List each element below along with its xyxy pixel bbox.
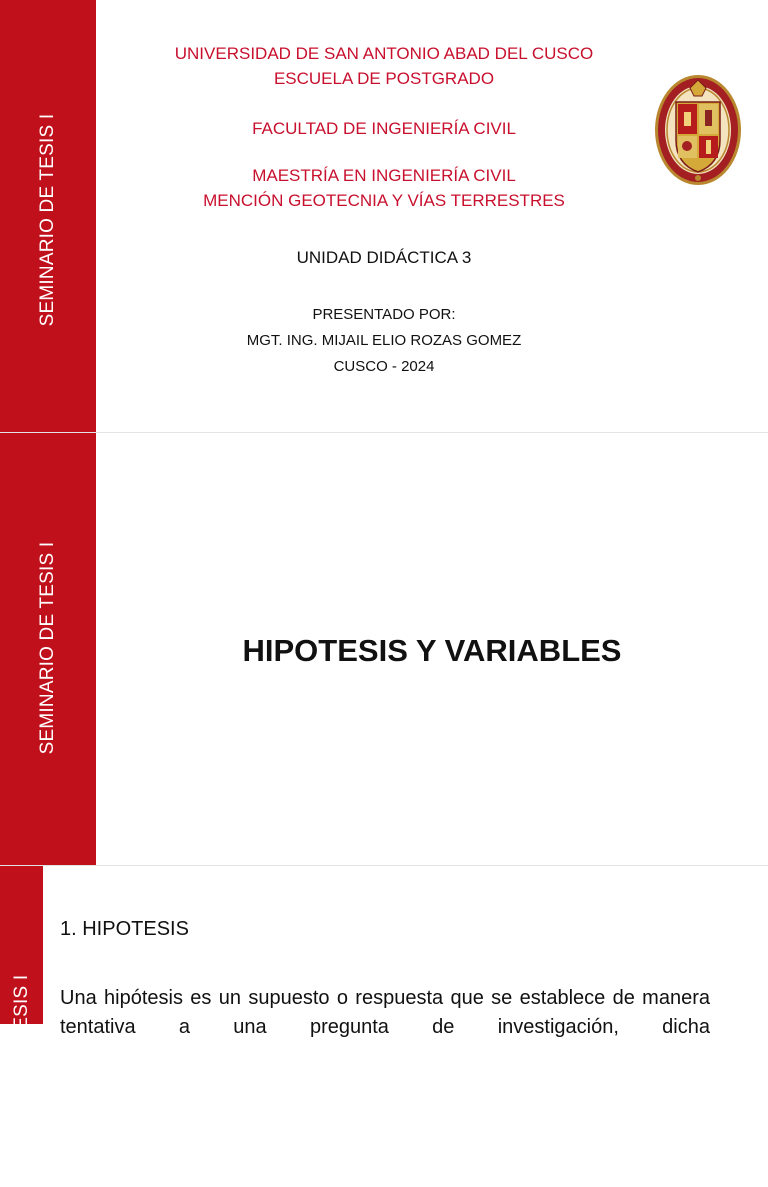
presented-by-label: PRESENTADO POR: bbox=[312, 306, 456, 323]
sidebar-label: SEMINARIO DE TESIS I bbox=[37, 541, 58, 755]
school-name: ESCUELA DE POSTGRADO bbox=[273, 69, 495, 88]
slide-cover bbox=[0, 0, 768, 432]
unit-label: UNIDAD DIDÁCTICA 3 bbox=[296, 248, 472, 267]
sidebar-band bbox=[0, 866, 43, 1187]
sidebar-label: SEMINARIO DE TESIS I bbox=[37, 113, 58, 327]
sidebar-label: SEMINARIO DE TESIS I bbox=[11, 974, 32, 1187]
body-paragraph: Una hipótesis es un supuesto o respuesta que se establece de manera tentativa a una pregunta de investigación, dicha bbox=[60, 987, 710, 1038]
place-year: CUSCO - 2024 bbox=[333, 358, 435, 375]
university-seal-icon bbox=[654, 74, 742, 186]
section-heading: 1. HIPOTESIS bbox=[60, 918, 189, 940]
mention-name: MENCIÓN GEOTECNIA Y VÍAS TERRESTRES bbox=[203, 191, 565, 210]
presenter-name: MGT. ING. MIJAIL ELIO ROZAS GOMEZ bbox=[246, 332, 522, 349]
slide-title bbox=[0, 433, 768, 865]
masters-name: MAESTRÍA EN INGENIERÍA CIVIL bbox=[252, 166, 516, 185]
sidebar-band bbox=[0, 433, 96, 865]
slide-content bbox=[0, 866, 768, 1187]
faculty-name: FACULTAD DE INGENIERÍA CIVIL bbox=[252, 119, 516, 138]
slide-heading: HIPOTESIS Y VARIABLES bbox=[242, 633, 622, 668]
university-name: UNIVERSIDAD DE SAN ANTONIO ABAD DEL CUSCO bbox=[174, 44, 594, 63]
